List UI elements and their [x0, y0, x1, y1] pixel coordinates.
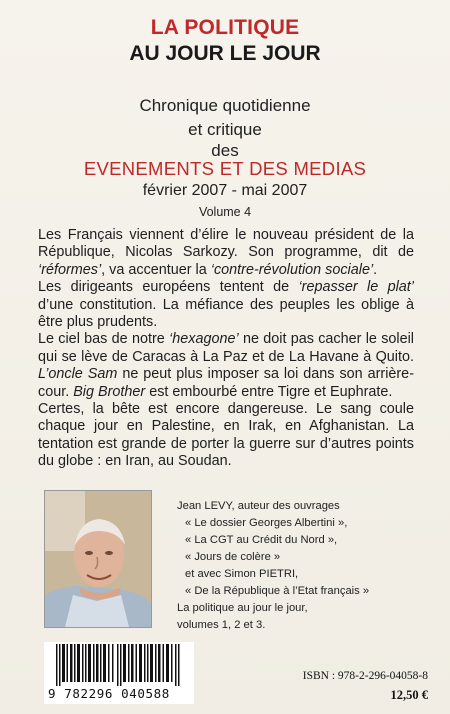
bio-line-8: volumes 1, 2 et 3. — [177, 619, 266, 631]
price-label: 12,50 € — [390, 688, 428, 702]
date-range: février 2007 - mai 2007 — [142, 182, 308, 199]
author-portrait-icon — [45, 491, 151, 627]
bio-line-5: et avec Simon PIETRI, — [185, 568, 299, 580]
blurb-paragraph-3: Le ciel bas de notre ‘hexagone’ ne doit pas cacher le soleil qui se lève de Caracas à La Paz et de La Havane à Quito. L’oncle Sam ne peut plus imposer sa loi dans son arrière-cour. Big Brother est embourbé entre Tigre et Euphrate. — [38, 331, 414, 400]
bio-line-3: « La CGT au Crédit du Nord », — [185, 534, 338, 546]
blurb-paragraph-1: Les Français viennent d’élire le nouveau président de la République, Nicolas Sarkozy. Son programme, dit de ‘réformes’, va accentuer la ‘contre-révolution sociale’. — [38, 227, 414, 278]
barcode-digits: 9 782296 040588 — [48, 686, 170, 701]
bio-line-2: « Le dossier Georges Albertini », — [185, 517, 348, 529]
blurb-text — [38, 227, 414, 471]
title-line-1: LA POLITIQUE — [150, 16, 300, 39]
barcode — [44, 642, 194, 704]
author-photo — [44, 490, 152, 628]
bio-line-6: « De la République à l’Etat français » — [185, 585, 370, 597]
title-line-2: AU JOUR LE JOUR — [129, 42, 321, 65]
subtitle-line-1: Chronique quotidienne — [139, 96, 311, 115]
bio-line-1: Jean LEVY, auteur des ouvrages — [177, 500, 340, 512]
barcode-icon — [56, 644, 186, 686]
blurb-paragraph-2: Les dirigeants européens tentent de ‘repasser le plat’ d’une constitution. La méfiance des peuples les oblige à être plus prudents. — [38, 279, 414, 331]
blurb-paragraph-4: Certes, la bête est encore dangereuse. Le sang coule chaque jour en Palestine, en Irak, en Afghanistan. La tentation est grande de porter la guerre sur d’autres points du globe : en Iran, au Soudan. — [38, 401, 414, 470]
subtitle-line-2: et critique — [188, 120, 262, 139]
subtitle-line-3: des — [211, 141, 239, 160]
subtitle-events: EVENEMENTS ET DES MEDIAS — [83, 158, 367, 179]
bio-line-4: « Jours de colère » — [185, 551, 281, 563]
bio-line-7: La politique au jour le jour, — [177, 602, 308, 614]
isbn-label: ISBN : 978-2-296-04058-8 — [302, 670, 428, 682]
author-bio — [177, 498, 427, 634]
volume-label: Volume 4 — [198, 205, 252, 219]
